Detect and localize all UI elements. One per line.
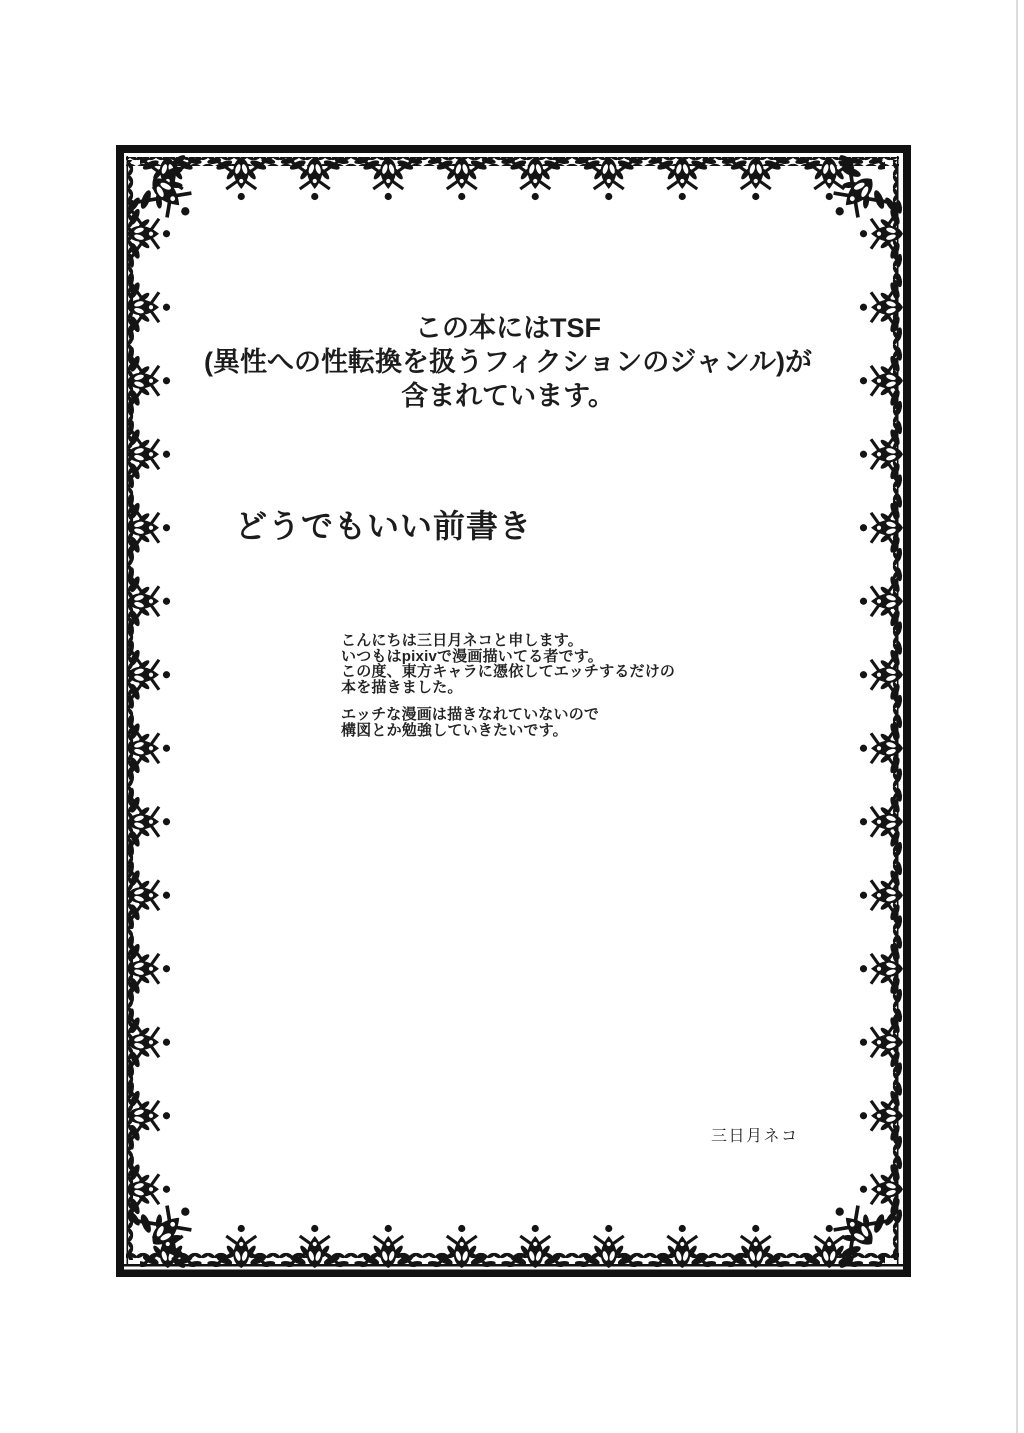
body-line: この度、東方キャラに憑依してエッチするだけの [341,663,676,680]
preface-paragraph-1 [341,633,761,695]
body-line: いつもはpixivで漫画描いてる者です。 [341,647,603,665]
body-line: 本を描きました。 [341,678,463,696]
scan-edge-line [1016,0,1018,1433]
body-line: エッチな漫画は描きなれていないので [341,706,600,723]
notice-line-1: この本にはTSF [415,313,601,343]
notice-line-3: 含まれています。 [401,381,615,411]
notice-line-2: (異性への性転換を扱うフィクションのジャンル)が [203,347,813,377]
author-signature: 三日月ネコ [711,1128,799,1145]
preface-body [341,633,761,738]
body-line: こんにちは三日月ネコと申します。 [341,632,584,649]
preface-heading: どうでもいい前書き [235,508,533,544]
content-notice [105,311,911,413]
preface-paragraph-2 [341,707,761,738]
body-line: 構図とか勉強していきたいです。 [341,721,568,739]
